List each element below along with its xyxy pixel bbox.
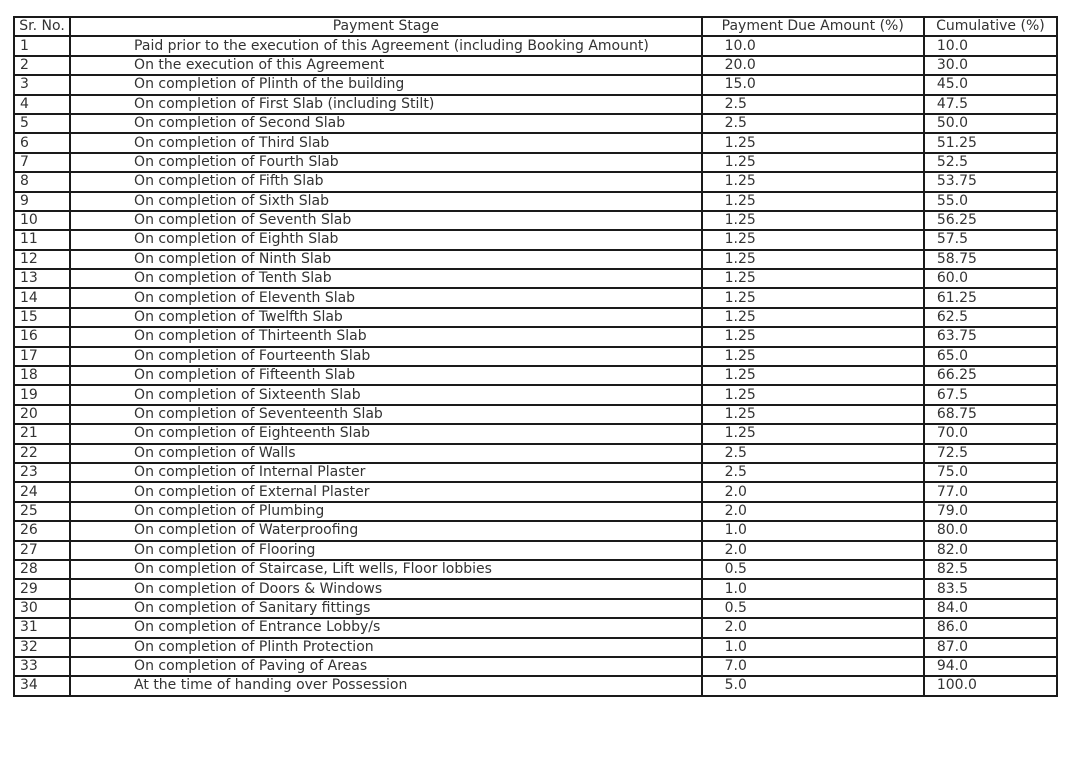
table-row xyxy=(14,599,1057,618)
table-row xyxy=(14,385,1057,404)
cumulative-cell: 50.0 xyxy=(924,114,1057,133)
cumulative-cell: 58.75 xyxy=(924,250,1057,269)
table-row xyxy=(14,541,1057,560)
table-row xyxy=(14,250,1057,269)
payment-due-cell: 1.25 xyxy=(702,172,924,191)
payment-stage-cell: Paid prior to the execution of this Agreement (including Booking Amount) xyxy=(70,36,702,55)
sr-no-cell: 33 xyxy=(14,657,70,676)
payment-stage-cell: On completion of Third Slab xyxy=(70,133,702,152)
cumulative-cell: 62.5 xyxy=(924,308,1057,327)
payment-due-cell: 1.25 xyxy=(702,250,924,269)
cumulative-cell: 55.0 xyxy=(924,192,1057,211)
cumulative-cell: 82.5 xyxy=(924,560,1057,579)
payment-stage-cell: On completion of Fourth Slab xyxy=(70,153,702,172)
payment-stage-cell: On completion of Doors & Windows xyxy=(70,579,702,598)
payment-due-cell: 10.0 xyxy=(702,36,924,55)
cumulative-cell: 84.0 xyxy=(924,599,1057,618)
table-row xyxy=(14,521,1057,540)
payment-stage-cell: On completion of Fourteenth Slab xyxy=(70,347,702,366)
table-row xyxy=(14,153,1057,172)
cumulative-cell: 60.0 xyxy=(924,269,1057,288)
payment-schedule-table xyxy=(13,16,1058,697)
table-row xyxy=(14,424,1057,443)
payment-stage-cell: On completion of Fifth Slab xyxy=(70,172,702,191)
table-row xyxy=(14,36,1057,55)
cumulative-cell: 57.5 xyxy=(924,230,1057,249)
payment-due-cell: 2.5 xyxy=(702,444,924,463)
payment-due-cell: 7.0 xyxy=(702,657,924,676)
payment-due-cell: 1.25 xyxy=(702,211,924,230)
payment-due-cell: 1.0 xyxy=(702,638,924,657)
table-row xyxy=(14,560,1057,579)
sr-no-cell: 14 xyxy=(14,288,70,307)
sr-no-cell: 23 xyxy=(14,463,70,482)
table-row xyxy=(14,133,1057,152)
sr-no-cell: 29 xyxy=(14,579,70,598)
sr-no-cell: 12 xyxy=(14,250,70,269)
sr-no-cell: 2 xyxy=(14,56,70,75)
sr-no-cell: 5 xyxy=(14,114,70,133)
payment-stage-cell: On completion of Plinth Protection xyxy=(70,638,702,657)
payment-stage-cell: On completion of External Plaster xyxy=(70,482,702,501)
header-cumulative: Cumulative (%) xyxy=(924,17,1057,36)
sr-no-cell: 15 xyxy=(14,308,70,327)
payment-due-cell: 0.5 xyxy=(702,560,924,579)
payment-due-cell: 1.25 xyxy=(702,192,924,211)
table-row xyxy=(14,502,1057,521)
payment-stage-cell: On completion of Internal Plaster xyxy=(70,463,702,482)
cumulative-cell: 51.25 xyxy=(924,133,1057,152)
payment-due-cell: 1.0 xyxy=(702,579,924,598)
payment-stage-cell: On completion of Twelfth Slab xyxy=(70,308,702,327)
table-row xyxy=(14,405,1057,424)
payment-due-cell: 1.25 xyxy=(702,424,924,443)
sr-no-cell: 31 xyxy=(14,618,70,637)
cumulative-cell: 66.25 xyxy=(924,366,1057,385)
cumulative-cell: 61.25 xyxy=(924,288,1057,307)
table-row xyxy=(14,618,1057,637)
sr-no-cell: 13 xyxy=(14,269,70,288)
table-row xyxy=(14,95,1057,114)
cumulative-cell: 52.5 xyxy=(924,153,1057,172)
cumulative-cell: 70.0 xyxy=(924,424,1057,443)
payment-due-cell: 2.0 xyxy=(702,541,924,560)
cumulative-cell: 53.75 xyxy=(924,172,1057,191)
sr-no-cell: 28 xyxy=(14,560,70,579)
table-row xyxy=(14,657,1057,676)
payment-stage-cell: On completion of Waterproofing xyxy=(70,521,702,540)
sr-no-cell: 24 xyxy=(14,482,70,501)
cumulative-cell: 63.75 xyxy=(924,327,1057,346)
table-row xyxy=(14,638,1057,657)
table-row xyxy=(14,347,1057,366)
table-row xyxy=(14,463,1057,482)
sr-no-cell: 4 xyxy=(14,95,70,114)
sr-no-cell: 21 xyxy=(14,424,70,443)
payment-due-cell: 1.25 xyxy=(702,269,924,288)
sr-no-cell: 20 xyxy=(14,405,70,424)
table-row xyxy=(14,482,1057,501)
payment-stage-cell: On completion of Paving of Areas xyxy=(70,657,702,676)
sr-no-cell: 34 xyxy=(14,676,70,695)
table-row xyxy=(14,75,1057,94)
cumulative-cell: 94.0 xyxy=(924,657,1057,676)
payment-stage-cell: On completion of Plinth of the building xyxy=(70,75,702,94)
table-row xyxy=(14,308,1057,327)
table-row xyxy=(14,327,1057,346)
cumulative-cell: 56.25 xyxy=(924,211,1057,230)
payment-stage-cell: On completion of Ninth Slab xyxy=(70,250,702,269)
payment-due-cell: 5.0 xyxy=(702,676,924,695)
header-payment-stage: Payment Stage xyxy=(70,17,702,36)
cumulative-cell: 67.5 xyxy=(924,385,1057,404)
sr-no-cell: 7 xyxy=(14,153,70,172)
cumulative-cell: 10.0 xyxy=(924,36,1057,55)
payment-stage-cell: At the time of handing over Possession xyxy=(70,676,702,695)
cumulative-cell: 86.0 xyxy=(924,618,1057,637)
payment-due-cell: 1.25 xyxy=(702,133,924,152)
payment-due-cell: 1.0 xyxy=(702,521,924,540)
payment-stage-cell: On completion of Entrance Lobby/s xyxy=(70,618,702,637)
payment-stage-cell: On completion of Seventh Slab xyxy=(70,211,702,230)
payment-stage-cell: On completion of Eighteenth Slab xyxy=(70,424,702,443)
sr-no-cell: 32 xyxy=(14,638,70,657)
sr-no-cell: 10 xyxy=(14,211,70,230)
payment-due-cell: 2.0 xyxy=(702,618,924,637)
cumulative-cell: 80.0 xyxy=(924,521,1057,540)
sr-no-cell: 16 xyxy=(14,327,70,346)
cumulative-cell: 65.0 xyxy=(924,347,1057,366)
payment-stage-cell: On completion of Eleventh Slab xyxy=(70,288,702,307)
header-sr-no: Sr. No. xyxy=(14,17,70,36)
payment-due-cell: 15.0 xyxy=(702,75,924,94)
cumulative-cell: 68.75 xyxy=(924,405,1057,424)
table-row xyxy=(14,114,1057,133)
sr-no-cell: 18 xyxy=(14,366,70,385)
sr-no-cell: 27 xyxy=(14,541,70,560)
table-header-row xyxy=(14,17,1057,36)
payment-due-cell: 1.25 xyxy=(702,327,924,346)
sr-no-cell: 26 xyxy=(14,521,70,540)
payment-stage-cell: On completion of Sixteenth Slab xyxy=(70,385,702,404)
payment-due-cell: 1.25 xyxy=(702,308,924,327)
cumulative-cell: 45.0 xyxy=(924,75,1057,94)
table-row xyxy=(14,579,1057,598)
payment-due-cell: 2.0 xyxy=(702,482,924,501)
payment-due-cell: 1.25 xyxy=(702,153,924,172)
cumulative-cell: 72.5 xyxy=(924,444,1057,463)
payment-stage-cell: On completion of Flooring xyxy=(70,541,702,560)
payment-stage-cell: On completion of Tenth Slab xyxy=(70,269,702,288)
cumulative-cell: 100.0 xyxy=(924,676,1057,695)
payment-stage-cell: On completion of Walls xyxy=(70,444,702,463)
table-row xyxy=(14,172,1057,191)
payment-due-cell: 1.25 xyxy=(702,288,924,307)
table-row xyxy=(14,269,1057,288)
payment-due-cell: 2.5 xyxy=(702,463,924,482)
payment-due-cell: 1.25 xyxy=(702,230,924,249)
table-row xyxy=(14,56,1057,75)
cumulative-cell: 79.0 xyxy=(924,502,1057,521)
payment-due-cell: 2.5 xyxy=(702,114,924,133)
sr-no-cell: 17 xyxy=(14,347,70,366)
payment-stage-cell: On completion of Thirteenth Slab xyxy=(70,327,702,346)
cumulative-cell: 82.0 xyxy=(924,541,1057,560)
table-body xyxy=(14,36,1057,695)
cumulative-cell: 77.0 xyxy=(924,482,1057,501)
payment-stage-cell: On completion of Seventeenth Slab xyxy=(70,405,702,424)
sr-no-cell: 6 xyxy=(14,133,70,152)
table-row xyxy=(14,288,1057,307)
cumulative-cell: 75.0 xyxy=(924,463,1057,482)
payment-stage-cell: On completion of Staircase, Lift wells, Floor lobbies xyxy=(70,560,702,579)
table-row xyxy=(14,366,1057,385)
payment-due-cell: 1.25 xyxy=(702,405,924,424)
table-row xyxy=(14,444,1057,463)
payment-due-cell: 1.25 xyxy=(702,347,924,366)
payment-stage-cell: On completion of Plumbing xyxy=(70,502,702,521)
payment-due-cell: 0.5 xyxy=(702,599,924,618)
payment-stage-cell: On completion of Second Slab xyxy=(70,114,702,133)
sr-no-cell: 25 xyxy=(14,502,70,521)
header-payment-due: Payment Due Amount (%) xyxy=(702,17,924,36)
payment-stage-cell: On completion of Fifteenth Slab xyxy=(70,366,702,385)
sr-no-cell: 11 xyxy=(14,230,70,249)
sr-no-cell: 9 xyxy=(14,192,70,211)
sr-no-cell: 8 xyxy=(14,172,70,191)
sr-no-cell: 22 xyxy=(14,444,70,463)
payment-stage-cell: On completion of Eighth Slab xyxy=(70,230,702,249)
payment-due-cell: 20.0 xyxy=(702,56,924,75)
payment-stage-cell: On the execution of this Agreement xyxy=(70,56,702,75)
payment-due-cell: 2.5 xyxy=(702,95,924,114)
payment-stage-cell: On completion of Sixth Slab xyxy=(70,192,702,211)
cumulative-cell: 47.5 xyxy=(924,95,1057,114)
sr-no-cell: 30 xyxy=(14,599,70,618)
cumulative-cell: 83.5 xyxy=(924,579,1057,598)
sr-no-cell: 3 xyxy=(14,75,70,94)
table-row xyxy=(14,230,1057,249)
cumulative-cell: 30.0 xyxy=(924,56,1057,75)
sr-no-cell: 1 xyxy=(14,36,70,55)
cumulative-cell: 87.0 xyxy=(924,638,1057,657)
payment-due-cell: 1.25 xyxy=(702,385,924,404)
payment-stage-cell: On completion of Sanitary fittings xyxy=(70,599,702,618)
table-row xyxy=(14,211,1057,230)
sr-no-cell: 19 xyxy=(14,385,70,404)
payment-due-cell: 1.25 xyxy=(702,366,924,385)
payment-due-cell: 2.0 xyxy=(702,502,924,521)
payment-stage-cell: On completion of First Slab (including Stilt) xyxy=(70,95,702,114)
table-row xyxy=(14,192,1057,211)
table-row xyxy=(14,676,1057,695)
